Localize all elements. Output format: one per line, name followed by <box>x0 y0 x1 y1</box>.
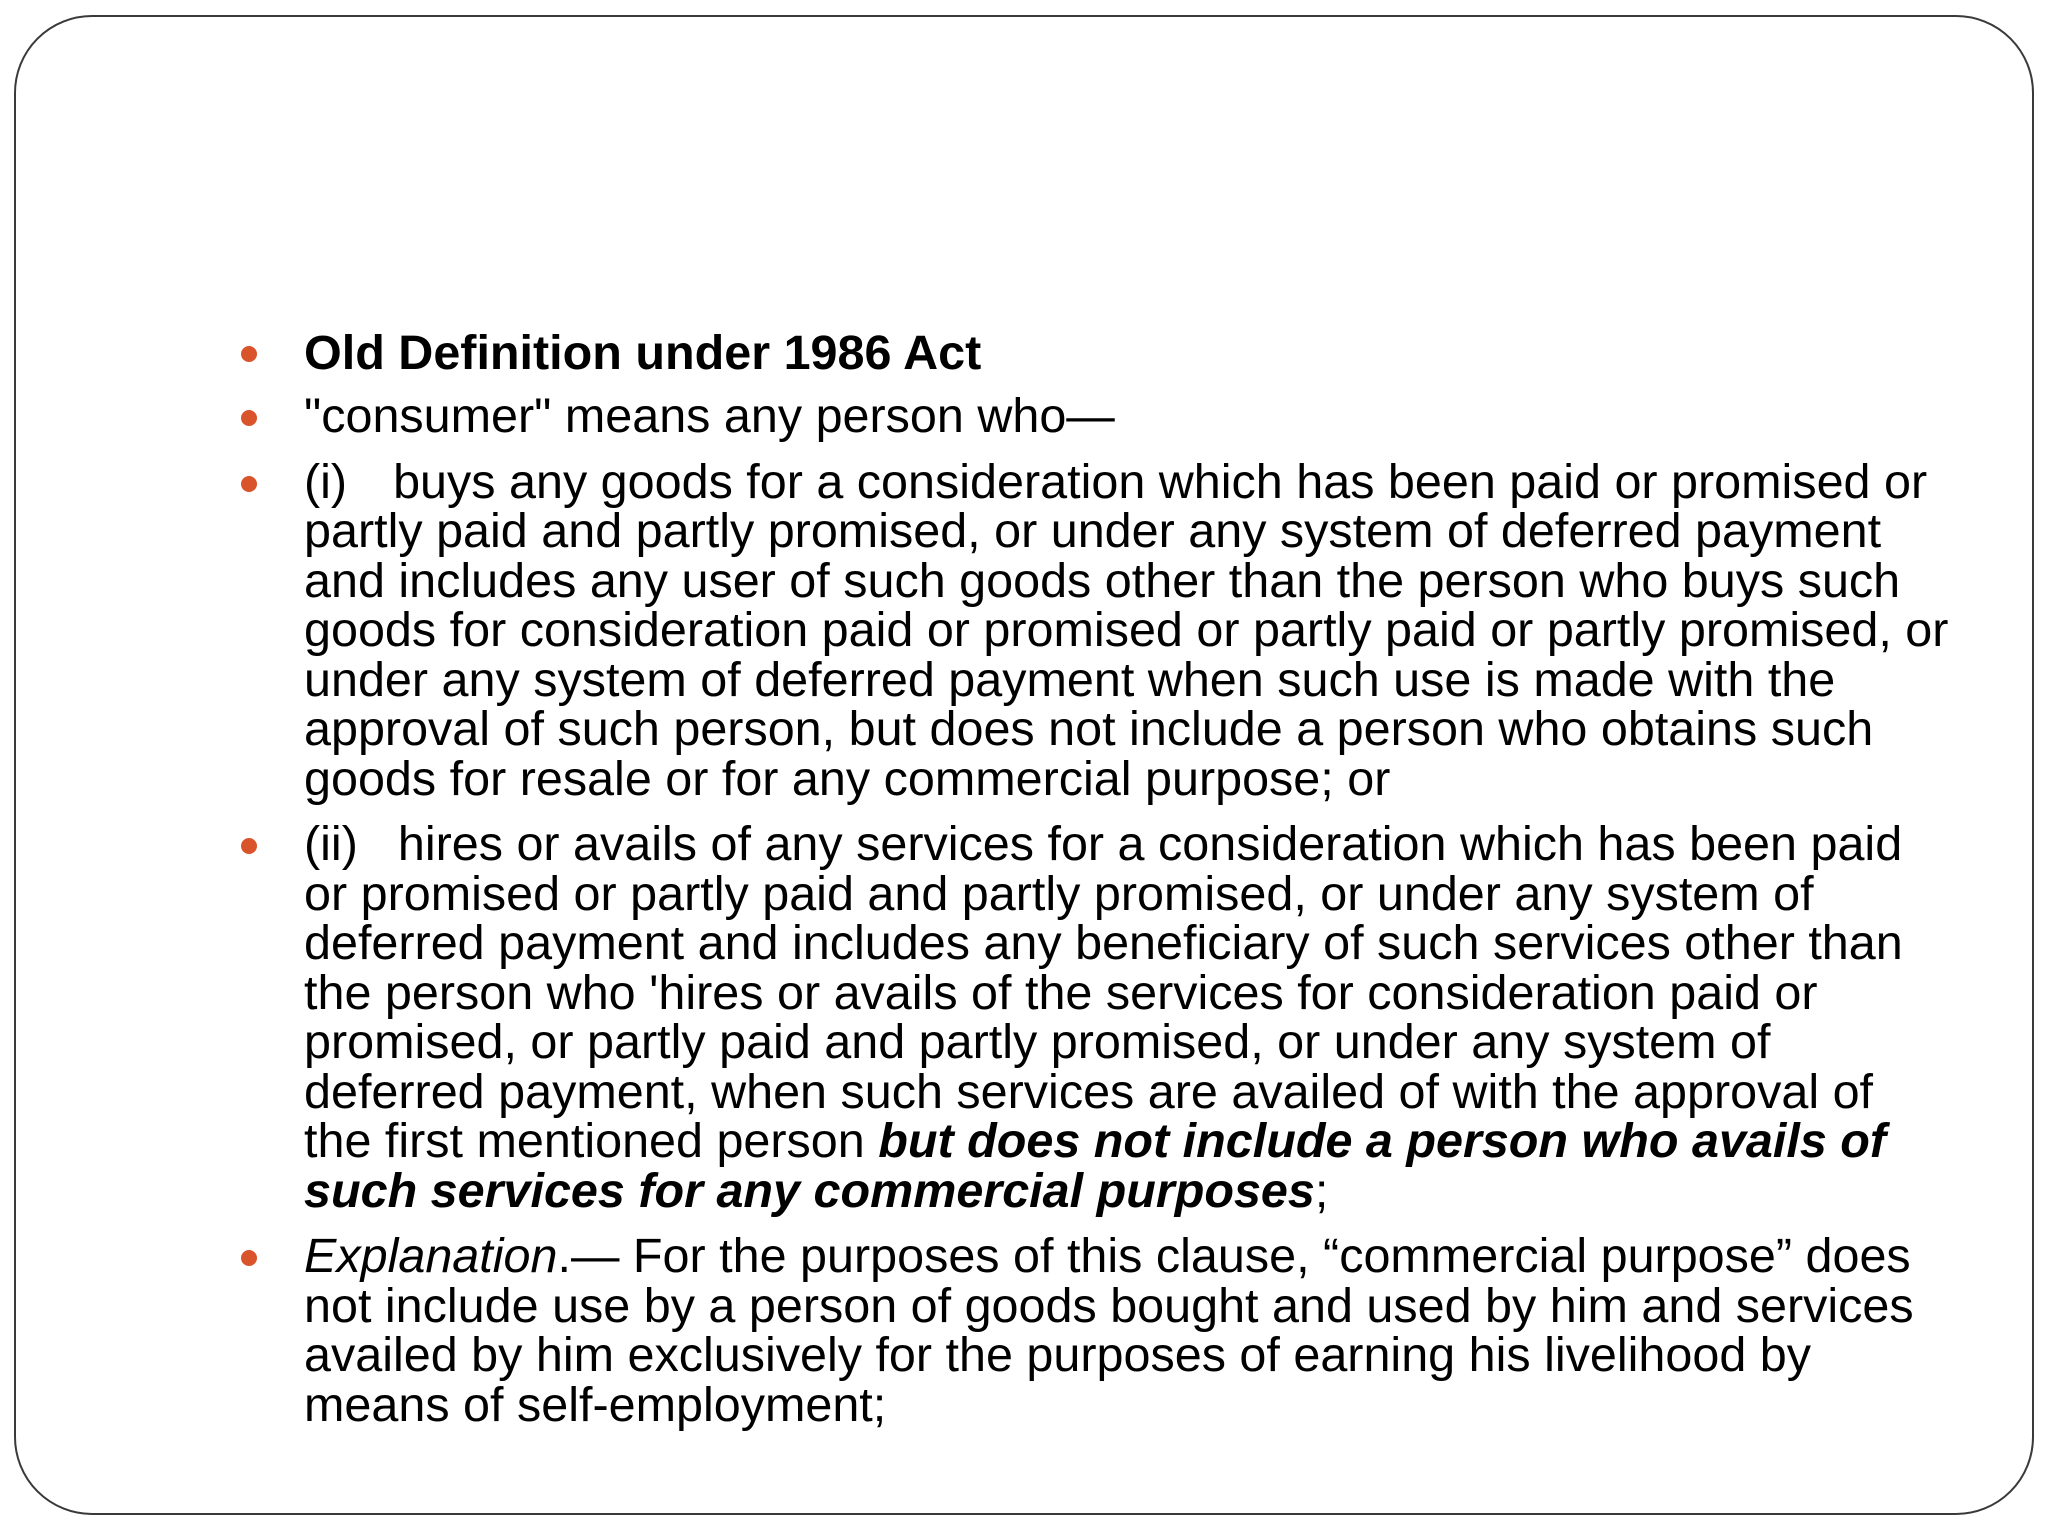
bullet-dot-icon <box>241 410 257 426</box>
slide-frame <box>14 15 2034 1515</box>
bullet-list <box>229 326 1949 1446</box>
list-item <box>229 454 1949 806</box>
bullet-dot-icon <box>241 346 257 362</box>
clause-text: hires or avails of any services for a consideration which has been paid or promised or partly paid and partly promised, or under any system of deferred payment and includes any beneficiary of such services other than the person who 'hires or avails of the services for consideration paid or promised, or partly paid and partly promised, or under any system of deferred payment, when such services are availed of with the approval of the first mentioned person <box>304 817 1903 1168</box>
list-item <box>229 326 1949 380</box>
definition-intro: "consumer" means any person who— <box>304 389 1115 443</box>
clause-text: buys any goods for a consideration which has been paid or promised or partly paid and partly promised, or under any system of deferred payment and includes any user of such goods other than the person who buys such goods for consideration paid or promised or partly paid or partly promised, or under any system of deferred payment when such use is made with the approval of such person, but does not include a person who obtains such goods for resale or for any commercial purpose; or <box>304 454 1949 806</box>
clause-label: (ii) <box>304 817 358 871</box>
bullet-dot-icon <box>241 838 257 854</box>
slide-heading: Old Definition under 1986 Act <box>304 326 982 380</box>
explanation-text: .— For the purposes of this clause, “commercial purpose” does not include use by a person of goods bought and used by him and services availed by him exclusively for the purposes of earning his livelihood by means of self-employment; <box>304 1229 1914 1432</box>
slide-content <box>16 17 2032 1513</box>
list-item <box>229 1229 1949 1432</box>
explanation-lead: Explanation <box>304 1229 558 1283</box>
clause-label: (i) <box>304 454 348 509</box>
bullet-dot-icon <box>241 476 257 492</box>
list-item <box>229 389 1949 443</box>
list-item <box>229 817 1949 1218</box>
clause-emphasis: but does not include a person who avails of such services for any commercial purposes <box>304 1114 1887 1218</box>
clause-tail: ; <box>1314 1163 1329 1218</box>
bullet-dot-icon <box>241 1250 257 1266</box>
